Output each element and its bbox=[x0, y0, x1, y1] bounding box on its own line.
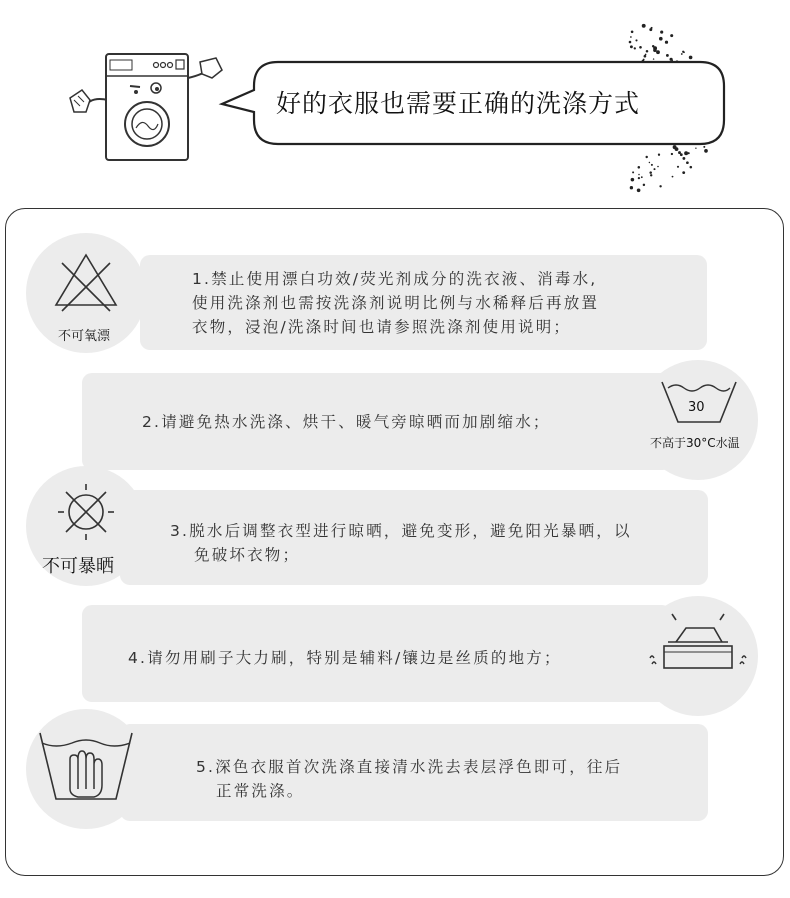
tip-4-icon-circle bbox=[638, 596, 758, 716]
washing-machine-mascot-icon bbox=[60, 38, 230, 168]
wash-temperature-icon bbox=[638, 360, 758, 480]
no-brush-icon bbox=[638, 596, 758, 716]
tip-5-line-1: 5.深色衣服首次洗涤直接清水洗去表层浮色即可，往后 bbox=[196, 758, 623, 776]
tip-3-line-1: 3.脱水后调整衣型进行晾晒，避免变形，避免阳光暴晒，以 bbox=[170, 522, 632, 540]
bubble-heading: 好的衣服也需要正确的洗涤方式 bbox=[276, 89, 641, 118]
tip-2-icon-value: 30 bbox=[688, 400, 705, 415]
tip-4-line-1: 4.请勿用刷子大力刷，特别是辅料/镶边是丝质的地方； bbox=[128, 649, 562, 667]
tip-3-text bbox=[170, 519, 700, 567]
tip-3-line-2: 免破坏衣物； bbox=[194, 546, 301, 564]
tip-2-icon-label: 不高于30°C水温 bbox=[650, 436, 740, 450]
tip-2-icon-circle bbox=[638, 360, 758, 480]
tip-2-text bbox=[142, 410, 642, 434]
tip-1-line-3: 衣物，浸泡/洗涤时间也请参照洗涤剂使用说明； bbox=[192, 318, 572, 336]
tip-3-icon-label: 不可暴晒 bbox=[42, 556, 114, 577]
hand-wash-icon bbox=[26, 709, 146, 829]
tip-1-icon-circle bbox=[26, 233, 146, 353]
tip-2-line-1: 2.请避免热水洗涤、烘干、暖气旁晾晒而加剧缩水； bbox=[142, 413, 551, 431]
tip-4-text bbox=[128, 646, 648, 670]
tip-5-icon-circle bbox=[26, 709, 146, 829]
tip-1-line-2: 使用洗涤剂也需按洗涤剂说明比例与水稀释后再放置 bbox=[192, 294, 600, 312]
tip-1-line-1: 1.禁止使用漂白功效/荧光剂成分的洗衣液、消毒水, bbox=[192, 270, 598, 288]
tip-5-text bbox=[196, 755, 696, 803]
tip-1-text bbox=[192, 267, 707, 339]
tip-5-line-2: 正常洗涤。 bbox=[216, 782, 305, 800]
tip-3-icon-circle bbox=[26, 466, 146, 586]
tip-1-icon-label: 不可氧漂 bbox=[58, 329, 111, 344]
